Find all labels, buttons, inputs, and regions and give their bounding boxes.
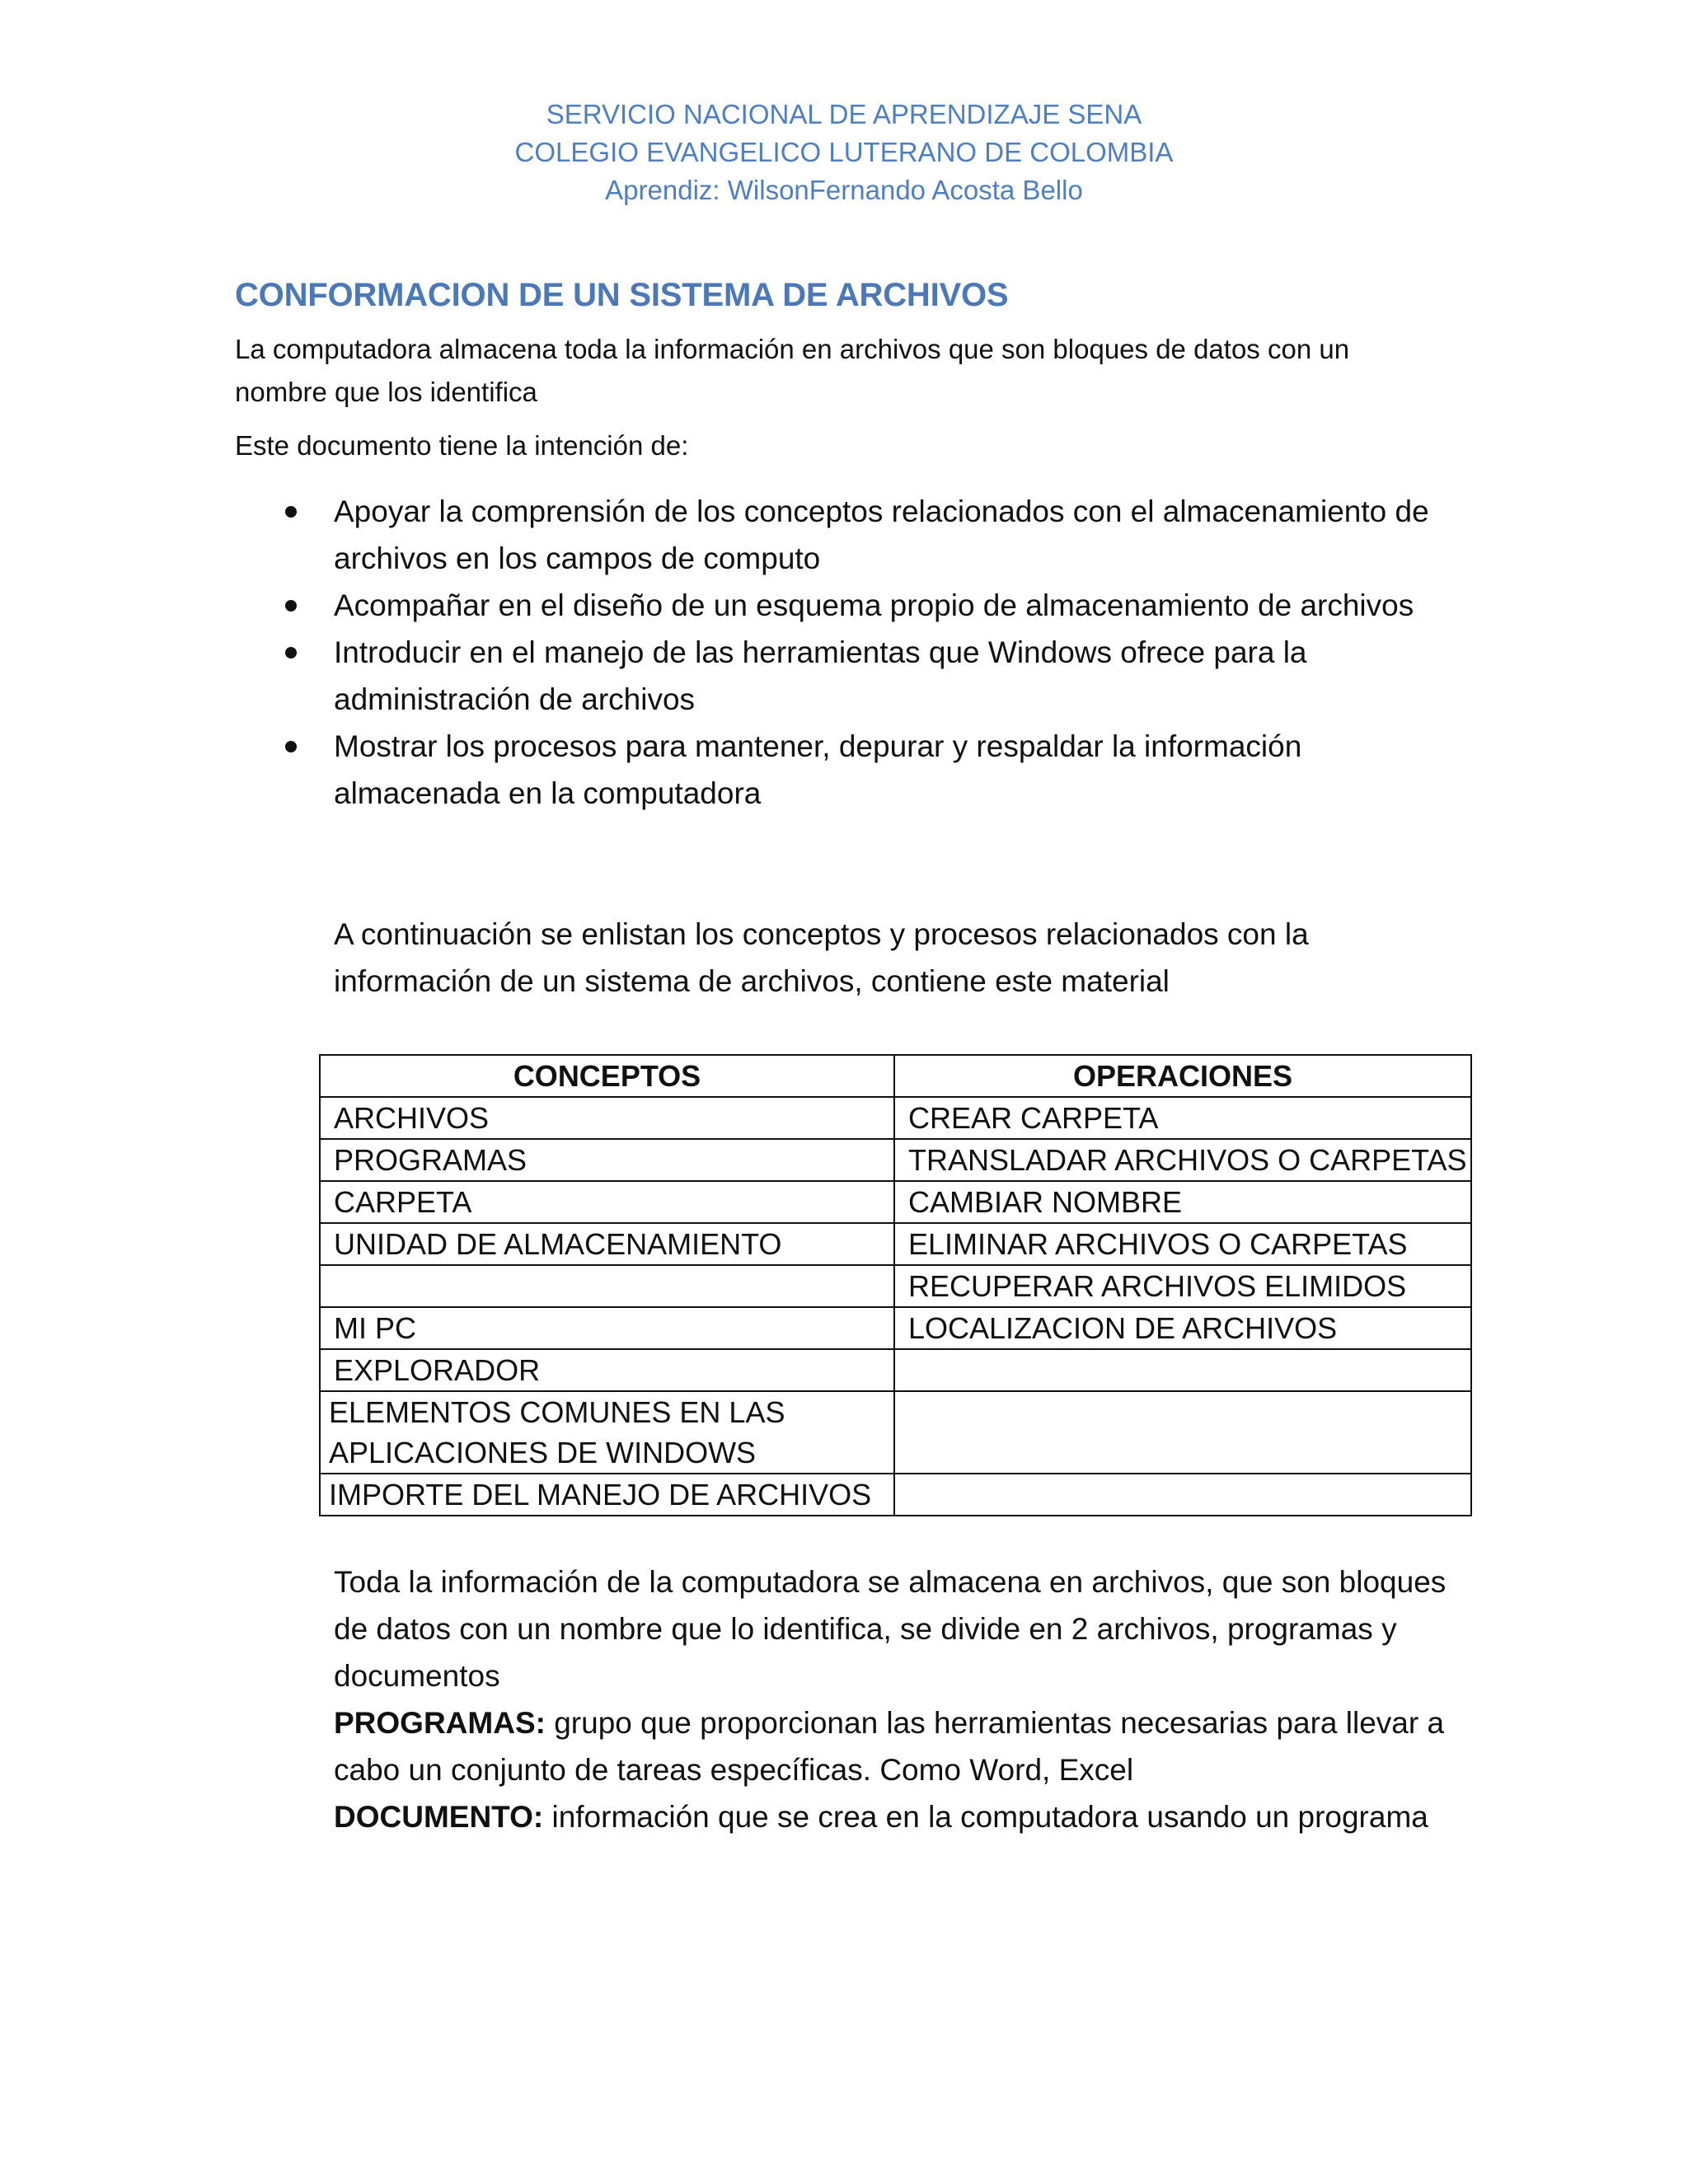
body-paragraph: Toda la información de la computadora se almacena en archivos, que son bloques de datos con un nombre que lo identifica, se divide en 2 archivos, programas y documentos [334, 1565, 1447, 1693]
body-section [334, 1558, 1471, 1840]
table-header-row [320, 1055, 1471, 1097]
table-cell: TRANSLADAR ARCHIVOS O CARPETAS [894, 1139, 1471, 1181]
programas-text: grupo que proporcionan las herramientas necesarias para llevar a cabo un conjunto de tareas específicas. Como Word, Excel [334, 1706, 1445, 1787]
list-item-text: Mostrar los procesos para mantener, depurar y respaldar la información almacenada en la computadora [334, 729, 1302, 810]
purpose-line: Este documento tiene la intención de: [235, 430, 689, 461]
table-cell: CAMBIAR NOMBRE [894, 1181, 1471, 1223]
table-cell: ELEMENTOS COMUNES EN LAS APLICACIONES DE WINDOWS [320, 1391, 894, 1474]
list-item [280, 723, 1467, 817]
table-cell: IMPORTE DEL MANEJO DE ARCHIVOS [320, 1474, 894, 1516]
programas-definition [334, 1699, 1471, 1793]
table-row [320, 1223, 1471, 1265]
header-author: Aprendiz: WilsonFernando Acosta Bello [605, 175, 1083, 205]
header-institution: SERVICIO NACIONAL DE APRENDIZAJE SENA [546, 99, 1142, 129]
page-title: CONFORMACION DE UN SISTEMA DE ARCHIVOS [235, 277, 1009, 313]
table-cell: UNIDAD DE ALMACENAMIENTO [320, 1223, 894, 1265]
documento-text: información que se crea en la computadora usando un programa [543, 1800, 1428, 1834]
table-row [320, 1391, 1471, 1474]
table-row [320, 1181, 1471, 1223]
table-cell: MI PC [320, 1307, 894, 1349]
bullet-icon [285, 647, 297, 658]
purpose-bullet-list [280, 488, 1467, 817]
table-row [320, 1349, 1471, 1391]
table-row [320, 1097, 1471, 1139]
table-cell: CARPETA [320, 1181, 894, 1223]
table-cell: LOCALIZACION DE ARCHIVOS [894, 1307, 1471, 1349]
table-cell: PROGRAMAS [320, 1139, 894, 1181]
continuation-paragraph: A continuación se enlistan los conceptos y procesos relacionados con la información de un sistema de archivos, contiene este material [334, 917, 1309, 998]
intro-paragraph: La computadora almacena toda la información en archivos que son bloques de datos con un nombre que los identifica [235, 334, 1350, 407]
bullet-icon [285, 600, 297, 612]
table-cell: ELIMINAR ARCHIVOS O CARPETAS [894, 1223, 1471, 1265]
list-item [280, 582, 1467, 629]
table-cell: CREAR CARPETA [894, 1097, 1471, 1139]
table-cell [320, 1265, 894, 1307]
list-item [280, 488, 1467, 582]
table-row [320, 1265, 1471, 1307]
table-row [320, 1307, 1471, 1349]
table-cell [894, 1474, 1471, 1516]
document-header [0, 96, 1688, 209]
header-school: COLEGIO EVANGELICO LUTERANO DE COLOMBIA [514, 137, 1174, 167]
column-header-operations: OPERACIONES [894, 1055, 1471, 1097]
table-cell: EXPLORADOR [320, 1349, 894, 1391]
bullet-icon [285, 741, 297, 752]
documento-definition [334, 1793, 1471, 1840]
column-header-concepts: CONCEPTOS [320, 1055, 894, 1097]
table-row [320, 1474, 1471, 1516]
table-cell [894, 1349, 1471, 1391]
documento-label: DOCUMENTO: [334, 1800, 544, 1834]
programas-label: PROGRAMAS: [334, 1706, 546, 1740]
list-item-text: Acompañar en el diseño de un esquema propio de almacenamiento de archivos [334, 588, 1414, 622]
table-cell: ARCHIVOS [320, 1097, 894, 1139]
list-item [280, 629, 1467, 723]
table-cell [894, 1391, 1471, 1474]
concepts-table [319, 1054, 1472, 1516]
list-item-text: Introducir en el manejo de las herramientas que Windows ofrece para la administración de archivos [334, 635, 1307, 716]
table-cell: RECUPERAR ARCHIVOS ELIMIDOS [894, 1265, 1471, 1307]
table-row [320, 1139, 1471, 1181]
bullet-icon [285, 506, 297, 518]
list-item-text: Apoyar la comprensión de los conceptos relacionados con el almacenamiento de archivos en los campos de computo [334, 494, 1429, 575]
